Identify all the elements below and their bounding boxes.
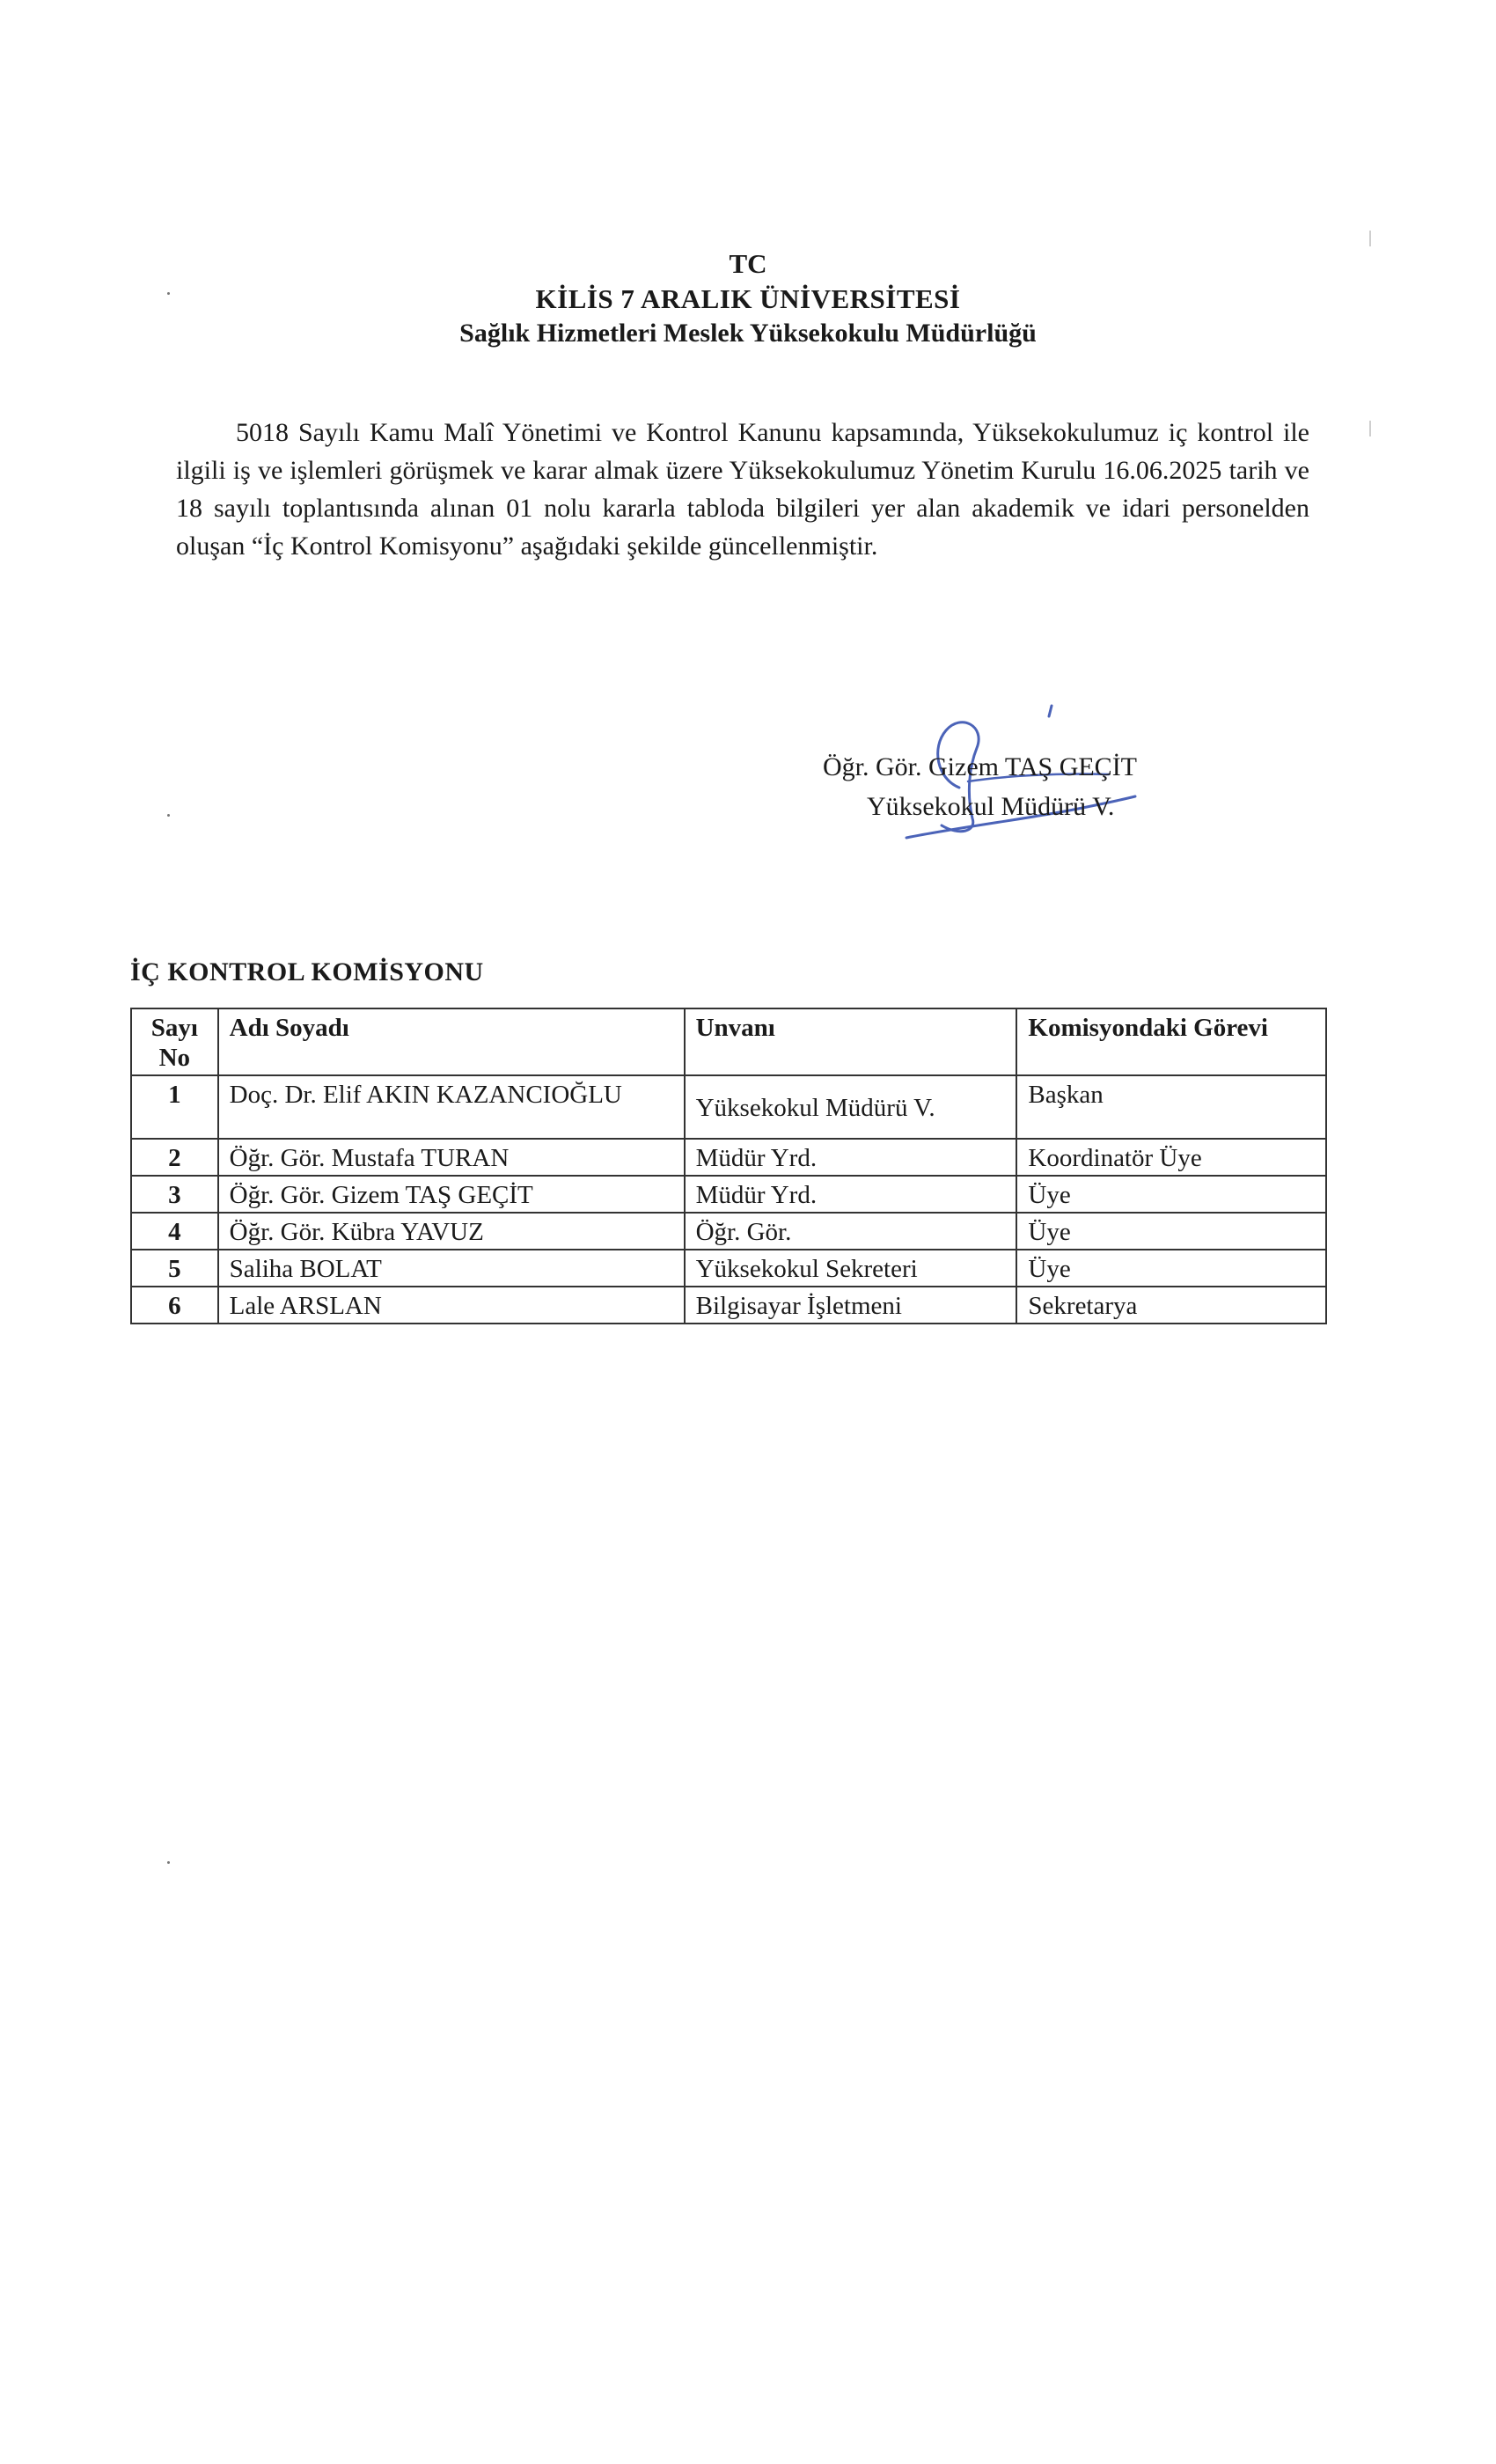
header-school: Sağlık Hizmetleri Meslek Yüksekokulu Müdürlüğü	[459, 319, 1037, 348]
header-university: KİLİS 7 ARALIK ÜNİVERSİTESİ	[535, 283, 961, 314]
table-row	[131, 1213, 1326, 1250]
table-row	[131, 1075, 1326, 1139]
commission-table	[130, 1008, 1327, 1324]
row-title: Bilgisayar İşletmeni	[685, 1287, 1017, 1324]
row-role: Sekretarya	[1016, 1287, 1326, 1324]
header-name: Adı Soyadı	[218, 1008, 685, 1075]
scan-speck	[167, 1861, 170, 1864]
header-role: Komisyondaki Görevi	[1016, 1008, 1326, 1075]
header-title: Unvanı	[685, 1008, 1017, 1075]
body-paragraph	[176, 414, 1309, 565]
table-header-row	[131, 1008, 1326, 1075]
scan-mark	[1369, 421, 1371, 436]
row-name: Lale ARSLAN	[218, 1287, 685, 1324]
header-number	[131, 1008, 218, 1075]
row-name: Öğr. Gör. Kübra YAVUZ	[218, 1213, 685, 1250]
table-row	[131, 1250, 1326, 1287]
row-role: Koordinatör Üye	[1016, 1139, 1326, 1176]
scan-speck	[167, 292, 170, 295]
header-number-line1: Sayı	[150, 1014, 198, 1042]
row-name: Öğr. Gör. Gizem TAŞ GEÇİT	[218, 1176, 685, 1213]
scan-speck	[167, 814, 170, 817]
row-title: Müdür Yrd.	[685, 1139, 1017, 1176]
row-number: 2	[131, 1139, 218, 1176]
scan-mark	[1369, 231, 1371, 246]
row-role: Üye	[1016, 1250, 1326, 1287]
table-row	[131, 1139, 1326, 1176]
signatory-title: Yüksekokul Müdürü V.	[867, 792, 1115, 821]
row-role: Başkan	[1016, 1075, 1326, 1139]
row-title: Yüksekokul Müdürü V.	[685, 1075, 1017, 1139]
signatory-name: Öğr. Gör. Gizem TAŞ GEÇİT	[823, 752, 1138, 781]
row-title: Yüksekokul Sekreteri	[685, 1250, 1017, 1287]
row-role: Üye	[1016, 1176, 1326, 1213]
row-number: 5	[131, 1250, 218, 1287]
header-number-line2: No	[158, 1044, 191, 1072]
row-title: Müdür Yrd.	[685, 1176, 1017, 1213]
table-row	[131, 1176, 1326, 1213]
row-number: 6	[131, 1287, 218, 1324]
table-row	[131, 1287, 1326, 1324]
row-number: 3	[131, 1176, 218, 1213]
row-number: 4	[131, 1213, 218, 1250]
row-name: Öğr. Gör. Mustafa TURAN	[218, 1139, 685, 1176]
row-role: Üye	[1016, 1213, 1326, 1250]
section-title: İÇ KONTROL KOMİSYONU	[130, 957, 484, 986]
row-title: Öğr. Gör.	[685, 1213, 1017, 1250]
row-name: Saliha BOLAT	[218, 1250, 685, 1287]
header-country: TC	[729, 248, 767, 279]
row-name: Doç. Dr. Elif AKIN KAZANCIOĞLU	[218, 1075, 685, 1139]
row-number: 1	[131, 1075, 218, 1139]
body-paragraph-text: 5018 Sayılı Kamu Malî Yönetimi ve Kontrol Kanunu kapsamında, Yüksekokulumuz iç kontrol ile ilgili iş ve işlemleri görüşmek ve karar almak üzere Yüksekokulumuz Yönetim Kurulu 16.06.2025 tarih ve 18 sayılı toplantısında alınan 01 nolu kararla tabloda bilgileri yer alan akademik ve idari personelden oluşan “İç Kontrol Komisyonu” aşağıdaki şekilde güncellenmiştir.	[176, 418, 1309, 561]
